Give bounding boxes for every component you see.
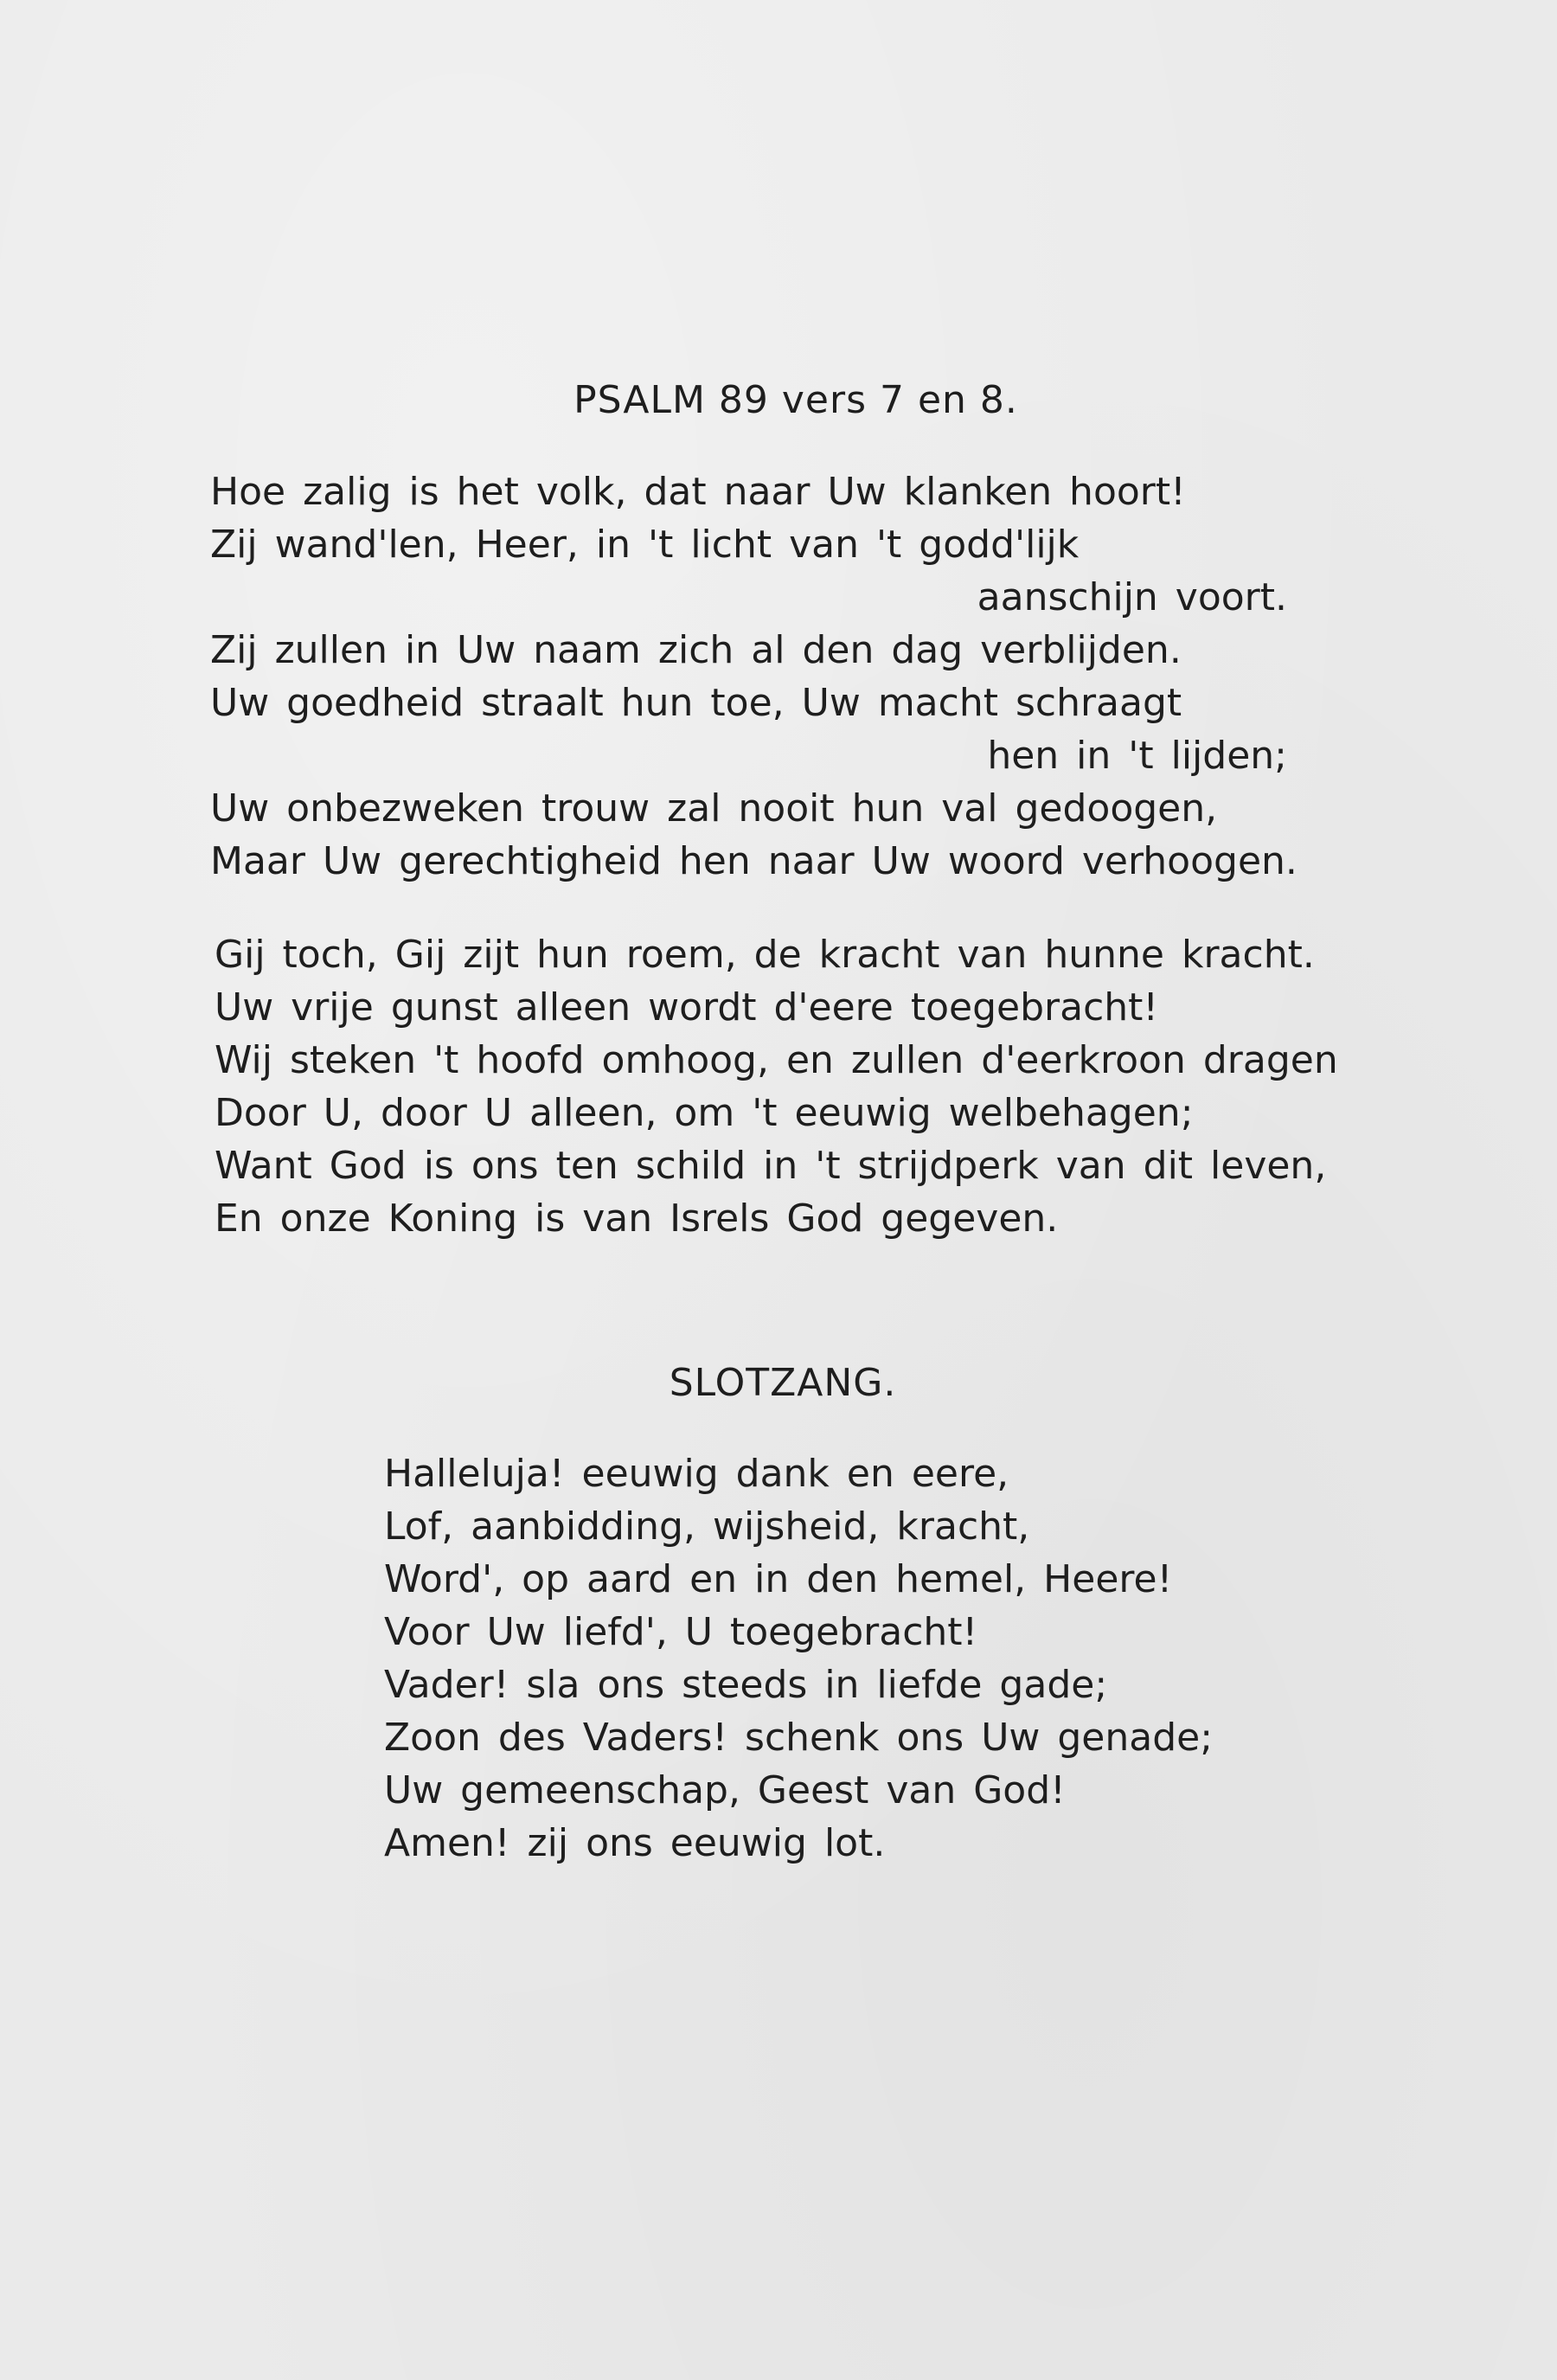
psalm-stanza-2 (215, 928, 1338, 1245)
verse-line: Amen! zij ons eeuwig lot. (384, 1821, 886, 1865)
verse-line: Gij toch, Gij zijt hun roem, de kracht van hunne kracht. (215, 933, 1315, 977)
verse-line: Lof, aanbidding, wijsheid, kracht, (384, 1504, 1030, 1549)
verse-line: Uw gemeenschap, Geest van God! (384, 1768, 1066, 1812)
verse-line: Voor Uw liefd', U toegebracht! (384, 1610, 978, 1654)
psalm-stanza-1 (210, 465, 1298, 888)
verse-line: Zoon des Vaders! schenk ons Uw genade; (384, 1716, 1214, 1760)
verse-line: Hoe zalig is het volk, dat naar Uw klanken hoort! (210, 470, 1186, 514)
verse-line: Vader! sla ons steeds in liefde gade; (384, 1663, 1108, 1707)
verse-line: Zij wand'len, Heer, in 't licht van 't godd'lijk (210, 523, 1080, 567)
verse-line: Uw onbezweken trouw zal nooit hun val gedoogen, (210, 786, 1218, 831)
verse-line: Wij steken 't hoofd omhoog, en zullen d'eerkroon dragen (215, 1038, 1338, 1082)
verse-line: Uw vrije gunst alleen wordt d'eere toegebracht! (215, 985, 1159, 1030)
verse-line: Maar Uw gerechtigheid hen naar Uw woord verhoogen. (210, 839, 1298, 883)
verse-line: Door U, door U alleen, om 't eeuwig welbehagen; (215, 1091, 1194, 1135)
psalm-title: PSALM 89 vers 7 en 8. (573, 378, 1018, 422)
verse-line: En onze Koning is van Isrels God gegeven. (215, 1196, 1059, 1241)
verse-line-continuation: aanschijn voort. (977, 575, 1287, 619)
slotzang-title: SLOTZANG. (669, 1361, 897, 1405)
verse-line: Want God is ons ten schild in 't strijdperk van dit leven, (215, 1144, 1327, 1188)
verse-line-continuation: hen in 't lijden; (987, 734, 1287, 778)
verse-line: Halleluja! eeuwig dank en eere, (384, 1452, 1009, 1496)
verse-line: Word', op aard en in den hemel, Heere! (384, 1557, 1173, 1601)
slotzang-verse (384, 1447, 1249, 1870)
verse-line: Uw goedheid straalt hun toe, Uw macht schraagt (210, 681, 1182, 725)
verse-line: Zij zullen in Uw naam zich al den dag verblijden. (210, 628, 1182, 672)
